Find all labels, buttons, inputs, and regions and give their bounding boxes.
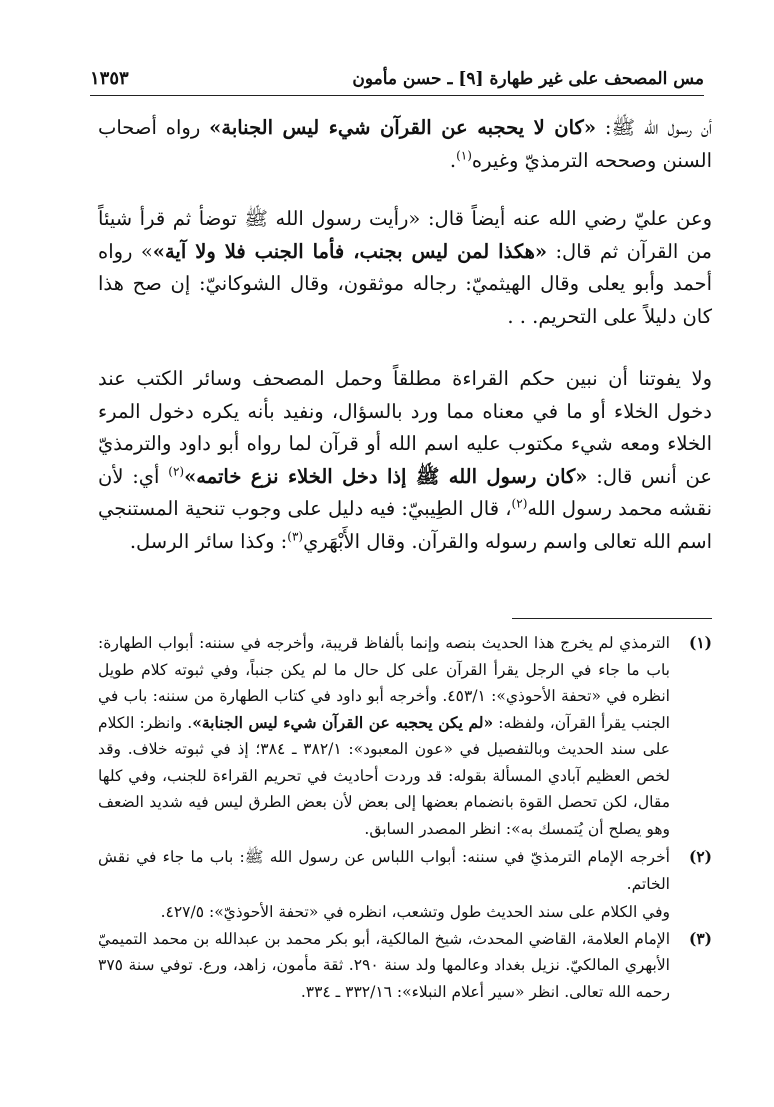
paragraph-2-pre: وعن عليّ رضي الله عنه أيضاً قال: «رأيت رسول الله ﷺ توضأ ثم قرأ شيئاً من القرآن ثم قال: <box>98 207 712 263</box>
footnote-ref-2a[interactable]: (٢) <box>168 464 185 478</box>
hadith-quote-2: «هكذا لمن ليس بجنب، فأما الجنب فلا ولا آية» <box>152 239 548 263</box>
footnote-1-quote: «لم يكن يحجبه عن القرآن شيء ليس الجنابة» <box>192 712 494 732</box>
running-title: مس المصحف على غير طهارة [٩] ـ حسن مأمون <box>352 69 704 89</box>
page-number: ١٣٥٣ <box>90 68 129 89</box>
footnotes <box>98 630 712 1007</box>
paragraph-1 <box>98 112 712 177</box>
footnote-2-continuation: وفي الكلام على سند الحديث طول وتشعب، انظره في «تحفة الأحوذيّ»: ٤٢٧/٥. <box>160 903 670 921</box>
hadith-quote-1: «كان لا يحجبه عن القرآن شيء ليس الجنابة» <box>209 116 597 139</box>
footnote-1-post: . وانظر: الكلام على سند الحديث وبالتفصيل في «عون المعبود»: ٣٨٢/١ ـ ٣٨٤؛ إذ في ثبوته خلاف. وقد لخص العظيم آبادي المسألة بقوله: قد وردت أحاديث في تحريم القراءة للجنب، وفي كلها مقال، لكن تحصل القوة بانضمام بعضها إلى بعض لأن بعض الطرق ليس فيه شديد الضعف وهو يصلح أن يُتمسك به»: انظر المصدر السابق. <box>98 713 671 838</box>
footnote-1 <box>98 630 712 842</box>
footnote-ref-3[interactable]: (٣) <box>287 529 304 543</box>
footnote-ref-2b[interactable]: (٢) <box>511 496 528 511</box>
footnote-ref-1[interactable]: (١) <box>456 148 472 162</box>
paragraph-3 <box>98 363 712 558</box>
footnote-text: الإمام العلامة، القاضي المحدث، شيخ المالكية، أبو بكر محمد بن عبدالله بن محمد التميميّ الأبهري المالكيّ. نزيل بغداد وعالمها ولد سنة ٢٩٠. ثقة مأمون، زاهد، ورع. توفي سنة ٣٧٥ رحمه الله تعالى. انظر «سير أعلام النبلاء»: ٣٣٢/١٦ ـ ٣٣٤. <box>98 929 670 1001</box>
paragraph-3-end: : وكذا سائر الرسل. <box>129 529 288 553</box>
footnote-separator <box>512 618 712 619</box>
paragraph-1-end: . <box>449 148 457 172</box>
footnote-3 <box>98 926 712 1006</box>
paragraph-1-post: رواه أصحاب السنن وصححه الترمذيّ وغيره <box>98 116 712 172</box>
footnote-marker: (١) <box>688 633 712 652</box>
paragraph-1-pre: أن رسول الله ﷺ: <box>596 116 712 139</box>
main-text <box>98 112 712 558</box>
footnote-text <box>98 630 670 842</box>
page-header <box>90 60 704 96</box>
paragraph-3-mid-2: ، قال الطِيبيّ: فيه دليل على وجوب تنحية المستنجي اسم الله تعالى واسم رسوله والقرآن. وقال الأَبْهَري <box>98 497 712 553</box>
paragraph-3-pre: ولا يفوتنا أن نبين حكم القراءة مطلقاً وحمل المصحف وسائر الكتب عند دخول الخلاء أو ما في معناه مما ورد بالسؤال، ونفيد بأنه يكره دخول المرء الخلاء ومعه شيء مكتوب عليه اسم الله أو قرآن لما رواه أبو داود والترمذيّ عن أنس قال: <box>98 367 713 488</box>
footnote-1-pre: الترمذي لم يخرج هذا الحديث بنصه وإنما بألفاظ قريبة، وأخرجه في سننه: أبواب الطهارة: باب ما جاء في الرجل يقرأ القرآن على كل حال ما لم يكن جنباً، وفي ثبوته كلام طويل انظره في «تحفة الأحوذي»: ٤٥٣/١. وأخرجه أبو داود في كتاب الطهارة من سننه: باب في الجنب يقرأ القرآن، ولفظه: <box>98 634 670 732</box>
footnote-marker: (٢) <box>688 847 712 866</box>
footnote-marker: (٣) <box>688 928 712 948</box>
paragraph-3-mid-1: أي: لأن نقشه محمد رسول الله <box>98 464 713 520</box>
footnote-2 <box>98 844 712 897</box>
hadith-quote-3: «كان رسول الله ﷺ إذا دخل الخلاء نزع خاتمه» <box>184 464 588 488</box>
footnote-text: أخرجه الإمام الترمذيّ في سننه: أبواب اللباس عن رسول الله ﷺ: باب ما جاء في نقش الخاتم. <box>98 848 670 893</box>
paragraph-2 <box>98 203 712 333</box>
paragraph-2-post: » رواه أحمد وأبو يعلى وقال الهيثميّ: رجاله موثقون، وقال الشوكانيّ: إن صح هذا كان دليلاً على التحريم. . . <box>98 239 712 328</box>
